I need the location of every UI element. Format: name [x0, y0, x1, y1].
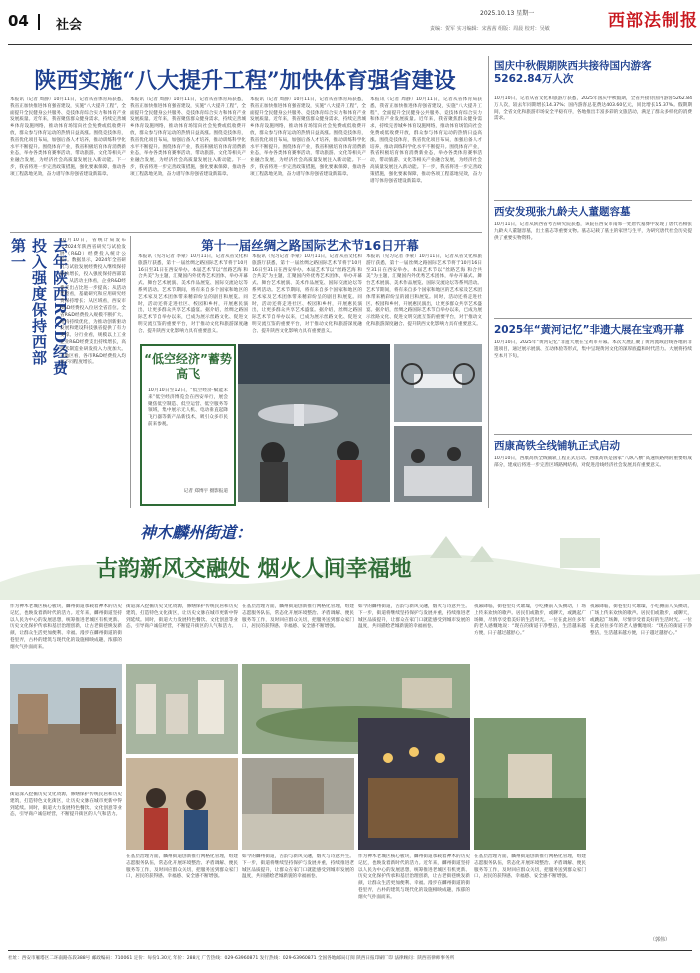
lead-body-continued: 本报讯（记者 周静）10月11日，记者从省体育局获悉，我省正加快推进体育强省建设，实施“八大提升工程”，全面提升全民健身公共服务、竞技体育综合实力和体育产业发展质量。近年来，我省聚焦群众健身需求，持续完善城乡体育设施网络，推动体育场馆向社会免费或低收费开放，群众参与体育运动的热情日益高涨。围绕竞技体育，我省优化项目布局，加强后备人才培养，推动训练科学化水平不断提升。围绕体育产业，我省积极培育体育消费新业态，举办各类体育赛事活动，带动旅游、文化等相关产业融合发展，为经济社会高质量发展注入新动能。下一步，我省将进一步完善政策措施，强化要素保障，推动各项工程落地见效，奋力谱写体育强省建设新篇章。	[130, 97, 246, 177]
garden-illustration	[474, 718, 586, 850]
feature-col1-text: 街道深入挖掘历史文化资源，修缮保护传统民居和历史建筑，打造特色文化街区，让历史文脉在城市更新中得到延续。同时，街道大力发展特色餐饮、文化创意等业态，引导商户诚信经营，不断提升街区的人气和活力。	[10, 792, 122, 818]
callout-credit: 记者 郑博宇 摄影报道	[183, 489, 228, 494]
left-column-rule	[130, 236, 131, 508]
feature-col4-text: 作为神木老城区核心板块，麟州街道承载着神木的历史记忆，也焕发着新时代的活力。近年来，麟州街道坚持以人民为中心的发展思想，统筹推进老城区有机更新、历史文化保护传承和基层治理创新，让古老街巷焕发新颜，让群众生活更加便利、幸福。漫步在麟州街道的街巷里弄，古朴的建筑与现代化的设施相映成趣，浓郁的烟火气扑面而来。	[358, 854, 470, 900]
arts-body-col1: 本报讯（见习记者 李蒙）10月11日，记者从省文化和旅游厅获悉，第十一届丝绸之路国际艺术节将于10月16日至31日在西安举办。本届艺术节以“丝路艺海 和合共美”为主题，汇聚国内外优秀艺术团体，举办开幕式、舞台艺术展演、美术作品展览、国际交流论坛等系列活动。艺术节期间，将有来自多个国家和地区的艺术家及艺术团体带来精彩纷呈的剧目和展览。同时，活动还将走进社区、校园和乡村，开展惠民演出，让更多群众共享艺术盛宴。据介绍，丝绸之路国际艺术节自举办以来，已成为展示丝路文化、促进文明交流互鉴的重要平台，对于推动文化和旅游深度融合、提升陕西文化影响力具有重要意义。	[138, 254, 248, 334]
right-rule-3	[494, 434, 692, 435]
lead-body-col1: 本报讯（记者 周静）10月11日，记者从省体育局获悉，我省正加快推进体育强省建设，实施“八大提升工程”，全面提升全民健身公共服务、竞技体育综合实力和体育产业发展质量。近年来，我省聚焦群众健身需求，持续完善城乡体育设施网络，推动体育场馆向社会免费或低收费开放，群众参与体育运动的热情日益高涨。围绕竞技体育，我省优化项目布局，加强后备人才培养，推动训练科学化水平不断提升。围绕体育产业，我省积极培育体育消费新业态，举办各类体育赛事活动，带动旅游、文化等相关产业融合发展，为经济社会高质量发展注入新动能。下一步，我省将进一步完善政策措施，强化要素保障，推动各项工程落地见效，奋力谱写体育强省建设新篇章。	[10, 97, 126, 177]
feature-col5-continued	[474, 854, 586, 942]
arts-headline: 第十一届丝绸之路国际艺术节16日开幕	[201, 238, 419, 253]
feature-col3-text: 如今的麟州街道，古韵与新风交融，烟火与诗意共生。下一步，街道将继续坚持保护与发展并重，持续推进老城区品质提升，让群众在家门口就能感受到城市发展的温度，共同描绘老城新貌的幸福画卷。	[242, 854, 354, 880]
feature-col1: 作为神木老城区核心板块，麟州街道承载着神木的历史记忆，也焕发着新时代的活力。近年来，麟州街道坚持以人民为中心的发展思想，统筹推进老城区有机更新、历史文化保护传承和基层治理创新，让古老街巷焕发新颜，让群众生活更加便利、幸福。漫步在麟州街道的街巷里弄，古朴的建筑与现代化的设施相映成趣，浓郁的烟火气扑面而来。	[10, 604, 122, 650]
feature-col6-text: 夜幕降临，街巷里灯火璀璨，小吃摊前人头攒动，广场上传来欢快的歌声。居民们或散步，或聊天，或跳起广场舞，尽情享受着美好的生活时光。一位在此居住多年的老人感慨地说：“现在的街道干净整洁，生活越来越方便，日子越过越舒心。”	[590, 604, 692, 637]
page-divider	[38, 14, 40, 30]
arts-body-col2	[252, 254, 362, 338]
drone-illustration	[394, 344, 482, 422]
street-illustration	[10, 664, 122, 786]
expo-photo-drone	[394, 344, 482, 422]
callout-body: 10月10日至12日，“低空经济·赋能未来”低空经济博览会在西安举行，展会聚焦低空制造、低空运营、低空服务等领域，集中展示无人机、电动垂直起降飞行器等新产品新技术，吸引众多市民前来参观。	[148, 388, 228, 427]
right-rule-2	[494, 318, 692, 319]
feature-col2-text: 在基层治理方面，麟州街道创新推行网格化管理，组建志愿服务队伍，常态化开展环境整治、矛盾调解、便民服务等工作，及时回应群众关切，把服务送到群众家门口，居民的获得感、幸福感、安全感不断增强。	[126, 854, 238, 880]
right-rule-1	[494, 200, 692, 201]
expo-photo-visitors	[394, 426, 482, 502]
footer-info: 社址：西安市雁塔区二环南路东段388号 邮政编码：710061 定价：每份1.30元 年价：288元 广告热线：029-63960871 发行热线：029-63960871 全国各地邮局订阅 陕西日报印刷厂印 法律顾问：陕西省律师事务所	[8, 956, 455, 961]
tomb-body: 10月11日，记者从陕西省考古研究院获悉，该院在西安市南郊一处唐代墓葬中发现了唐代名相张九龄夫人董题容墓，出土墓志等重要文物。墓志记载了墓主的家世与生平，为研究唐代社会历史提供了重要实物资料。	[494, 222, 692, 241]
holiday-body: 10月10日，记者从省文化和旅游厅获悉，2025年国庆中秋假期，全省共接待国内游客5262.84万人次，较去年同期增长14.37%；国内游客总花费达403.60亿元，同比增长15.37%。假期期间，全省文化和旅游市场安全平稳有序，各地推出丰富多彩的文旅活动，满足了群众多样化的消费需求。	[494, 96, 692, 122]
feature-col1-continued	[10, 792, 122, 942]
feature-col5-text: 在基层治理方面，麟州街道创新推行网格化管理，组建志愿服务队伍，常态化开展环境整治、矛盾调解、便民服务等工作，及时回应群众关切，把服务送到群众家门口，居民的获得感、幸福感、安全感不断增强。	[474, 854, 586, 880]
lead-body-col3	[250, 97, 366, 227]
arts-body-continued-2: 本报讯（见习记者 李蒙）10月11日，记者从省文化和旅游厅获悉，第十一届丝绸之路国际艺术节将于10月16日至31日在西安举办。本届艺术节以“丝路艺海 和合共美”为主题，汇聚国内外优秀艺术团体，举办开幕式、舞台艺术展演、美术作品展览、国际交流论坛等系列活动。艺术节期间，将有来自多个国家和地区的艺术家及艺术团体带来精彩纷呈的剧目和展览。同时，活动还将走进社区、校园和乡村，开展惠民演出，让更多群众共享艺术盛宴。据介绍，丝绸之路国际艺术节自举办以来，已成为展示丝路文化、促进文明交流互鉴的重要平台，对于推动文化和旅游深度融合、提升陕西文化影响力具有重要意义。	[366, 254, 482, 327]
feature-photo-garden	[474, 718, 586, 850]
feature-photo-aerial	[126, 664, 238, 754]
section-name: 社会	[56, 18, 83, 33]
expo-photo-illustration	[238, 344, 390, 502]
lead-rule	[10, 232, 482, 233]
feature-photo-square	[242, 758, 354, 850]
feature-photo-street	[10, 664, 122, 786]
rd-body: 10月10日，省统计局发布《2024年陕西省研究与试验发展（R&D）经费投入统计公报》。数据显示，2024年全省研究与试验发展经费投入继续保持较快增长，投入强度保持西部第一。从活动主体看，企业R&D经费支出占比进一步提高；从活动类型看，基础研究和应用研究经费保持增长；从区域看，西安市R&D经费投入位居全省首位。全省R&D经费投入规模不断扩大、结构持续优化，为推动创新驱动发展和建设科技强省提供了有力支撑。分行业看，规模以上工业企业R&D经费支出持续增长，高技术制造业研发投入力度加大。分地区看，各市R&D经费投入均有不同程度增长。	[60, 238, 126, 366]
feature-col5: 夜幕降临，街巷里灯火璀璨，小吃摊前人头攒动，广场上传来欢快的歌声。居民们或散步，或聊天，或跳起广场舞，尽情享受着美好的生活时光。一位在此居住多年的老人感慨地说：“现在的街道干净整洁，生活越来越方便，日子越过越舒心。”	[474, 604, 586, 637]
railway-body: 10月10日，西康高铁全线铺轨工程正式启动。西康高铁是国家“八纵八横”高速铁路网的重要组成部分，建成后将进一步完善区域路网结构，对促进沿线经济社会发展具有重要意义。	[494, 456, 692, 468]
holiday-headline: 国庆中秋假期陕西共接待国内游客5262.84万人次	[494, 60, 652, 85]
expo-photo-main	[238, 344, 390, 502]
feature-col2: 街道深入挖掘历史文化资源，修缮保护传统民居和历史建筑，打造特色文化街区，让历史文脉在城市更新中得到延续。同时，街道大力发展特色餐饮、文化创意等业态，引导商户诚信经营，不断提升街区的人气和活力。	[126, 604, 238, 630]
feature-photo-residents	[126, 758, 238, 850]
feature-photo-night	[358, 718, 470, 850]
feature-col4: 如今的麟州街道，古韵与新风交融，烟火与诗意共生。下一步，街道将继续坚持保护与发展并重，持续推进老城区品质提升，让群众在家门口就能感受到城市发展的温度，共同描绘老城新貌的幸福画卷。	[358, 604, 470, 630]
tomb-headline: 西安发现张九龄夫人董题容墓	[494, 206, 631, 218]
feature-end-credit: （郭伟）	[650, 937, 671, 943]
lead-headline: 陕西实施“八大提升工程”加快体育强省建设	[34, 68, 456, 94]
issue-date: 2025.10.13 星期一	[480, 10, 535, 17]
feature-col3: 在基层治理方面，麟州街道创新推行网格化管理，组建志愿服务队伍，常态化开展环境整治、矛盾调解、便民服务等工作，及时回应群众关切，把服务送到群众家门口，居民的获得感、幸福感、安全感不断增强。	[242, 604, 354, 630]
heritage-body: 10月10日，2025年“黄河记忆”非遗大展在宝鸡市开幕。本次大展汇聚了黄河流域沿线各地的非遗项目，通过展示展演、互动体验等形式，集中呈现黄河文化的深厚底蕴和时代活力。大展将持续至本月下旬。	[494, 340, 692, 359]
lead-body-continued-2: 本报讯（记者 周静）10月11日，记者从省体育局获悉，我省正加快推进体育强省建设，实施“八大提升工程”，全面提升全民健身公共服务、竞技体育综合实力和体育产业发展质量。近年来，我省聚焦群众健身需求，持续完善城乡体育设施网络，推动体育场馆向社会免费或低收费开放，群众参与体育运动的热情日益高涨。围绕竞技体育，我省优化项目布局，加强后备人才培养，推动训练科学化水平不断提升。围绕体育产业，我省积极培育体育消费新业态，举办各类体育赛事活动，带动旅游、文化等相关产业融合发展，为经济社会高质量发展注入新动能。下一步，我省将进一步完善政策措施，强化要素保障，推动各项工程落地见效，奋力谱写体育强省建设新篇章。	[250, 97, 366, 177]
residents-illustration	[126, 758, 238, 850]
aerial-illustration	[126, 664, 238, 754]
callout-title: “低空经济”蓄势高飞	[144, 352, 232, 381]
feature-banner	[0, 512, 700, 600]
square-illustration	[242, 758, 354, 850]
visitors-illustration	[394, 426, 482, 502]
feature-kicker: 神木麟州街道：	[140, 523, 253, 542]
arts-body-col3	[366, 254, 482, 338]
feature-col6	[590, 604, 692, 939]
editor-credits: 责编：贺军 实习编辑：宋茜茜 组版：周晨 校对：吴敏	[430, 26, 550, 32]
newspaper-logo: 西部法制报	[608, 11, 698, 31]
masthead	[0, 0, 700, 48]
footer-rule	[8, 950, 692, 951]
page-number: 04	[8, 12, 29, 30]
right-column-rule	[488, 56, 489, 508]
night-market-illustration	[358, 718, 470, 850]
lead-body-continued-3: 本报讯（记者 周静）10月11日，记者从省体育局获悉，我省正加快推进体育强省建设，实施“八大提升工程”，全面提升全民健身公共服务、竞技体育综合实力和体育产业发展质量。近年来，我省聚焦群众健身需求，持续完善城乡体育设施网络，推动体育场馆向社会免费或低收费开放，群众参与体育运动的热情日益高涨。围绕竞技体育，我省优化项目布局，加强后备人才培养，推动训练科学化水平不断提升。围绕体育产业，我省积极培育体育消费新业态，举办各类体育赛事活动，带动旅游、文化等相关产业融合发展，为经济社会高质量发展注入新动能。下一步，我省将进一步完善政策措施，强化要素保障，推动各项工程落地见效，奋力谱写体育强省建设新篇章。	[370, 97, 482, 184]
low-altitude-callout	[140, 344, 236, 506]
feature-col3-continued	[242, 854, 354, 942]
feature-headline: 古韵新风交融处 烟火人间幸福地	[96, 556, 412, 582]
heritage-headline: 2025年“黄河记忆”非遗大展在宝鸡开幕	[494, 324, 685, 336]
rd-headline: 去年陕西R&D经费投入强度保持西部第一	[9, 238, 69, 377]
railway-headline: 西康高铁全线铺轨正式启动	[494, 440, 620, 452]
feature-col4-continued	[358, 854, 470, 942]
arts-body-continued: 本报讯（见习记者 李蒙）10月11日，记者从省文化和旅游厅获悉，第十一届丝绸之路国际艺术节将于10月16日至31日在西安举办。本届艺术节以“丝路艺海 和合共美”为主题，汇聚国内外优秀艺术团体，举办开幕式、舞台艺术展演、美术作品展览、国际交流论坛等系列活动。艺术节期间，将有来自多个国家和地区的艺术家及艺术团体带来精彩纷呈的剧目和展览。同时，活动还将走进社区、校园和乡村，开展惠民演出，让更多群众共享艺术盛宴。据介绍，丝绸之路国际艺术节自举办以来，已成为展示丝路文化、促进文明交流互鉴的重要平台，对于推动文化和旅游深度融合、提升陕西文化影响力具有重要意义。	[252, 254, 362, 334]
lead-body-col2	[130, 97, 246, 227]
feature-col2-continued	[126, 854, 238, 942]
lead-body-col4	[370, 97, 482, 227]
header-rule	[8, 44, 692, 45]
